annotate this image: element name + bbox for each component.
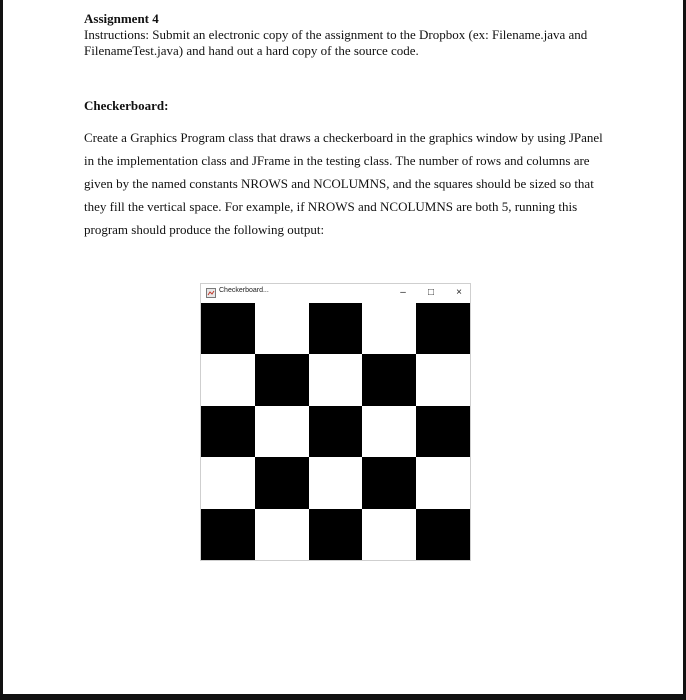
board-square-light [362,406,416,457]
close-icon[interactable]: × [456,287,462,298]
board-square-dark [201,509,255,560]
board-square-light [362,303,416,354]
problem-description: Create a Graphics Program class that draws a checkerboard in the graphics window by using JPanel in the implementation class and JFrame in the testing class. The number of rows and columns are given by the named constants NROWS and NCOLUMNS, and the squares should be sized so that they fill the vertical space. For example, if NROWS and NCOLUMNS are both 5, running this program should produce the following output: [84,130,603,237]
board-square-dark [309,509,363,560]
assignment-title: Assignment 4 [84,11,159,26]
board-square-dark [416,303,470,354]
board-square-light [416,457,470,508]
board-square-dark [362,457,416,508]
checkerboard-grid [201,303,470,560]
problem-heading: Checkerboard: [84,98,169,113]
minimize-icon[interactable]: – [400,287,406,298]
board-square-light [309,354,363,405]
maximize-icon[interactable]: □ [427,287,435,298]
board-square-dark [309,303,363,354]
checkerboard-window [200,283,471,561]
board-square-light [255,406,309,457]
board-square-dark [362,354,416,405]
board-square-dark [201,303,255,354]
board-square-dark [255,354,309,405]
board-square-light [201,354,255,405]
board-square-light [255,303,309,354]
board-square-light [201,457,255,508]
board-square-light [416,354,470,405]
java-app-icon [206,288,216,298]
board-square-dark [309,406,363,457]
window-titlebar[interactable] [201,284,470,303]
assignment-instructions: Instructions: Submit an electronic copy of the assignment to the Dropbox (ex: Filename.java and FilenameTest.java) and hand out a hard copy of the source code. [84,27,588,58]
board-square-light [255,509,309,560]
board-square-light [362,509,416,560]
board-square-dark [416,509,470,560]
board-square-light [309,457,363,508]
window-title: Checkerboard... [219,287,269,294]
board-square-dark [255,457,309,508]
board-square-dark [416,406,470,457]
board-square-dark [201,406,255,457]
